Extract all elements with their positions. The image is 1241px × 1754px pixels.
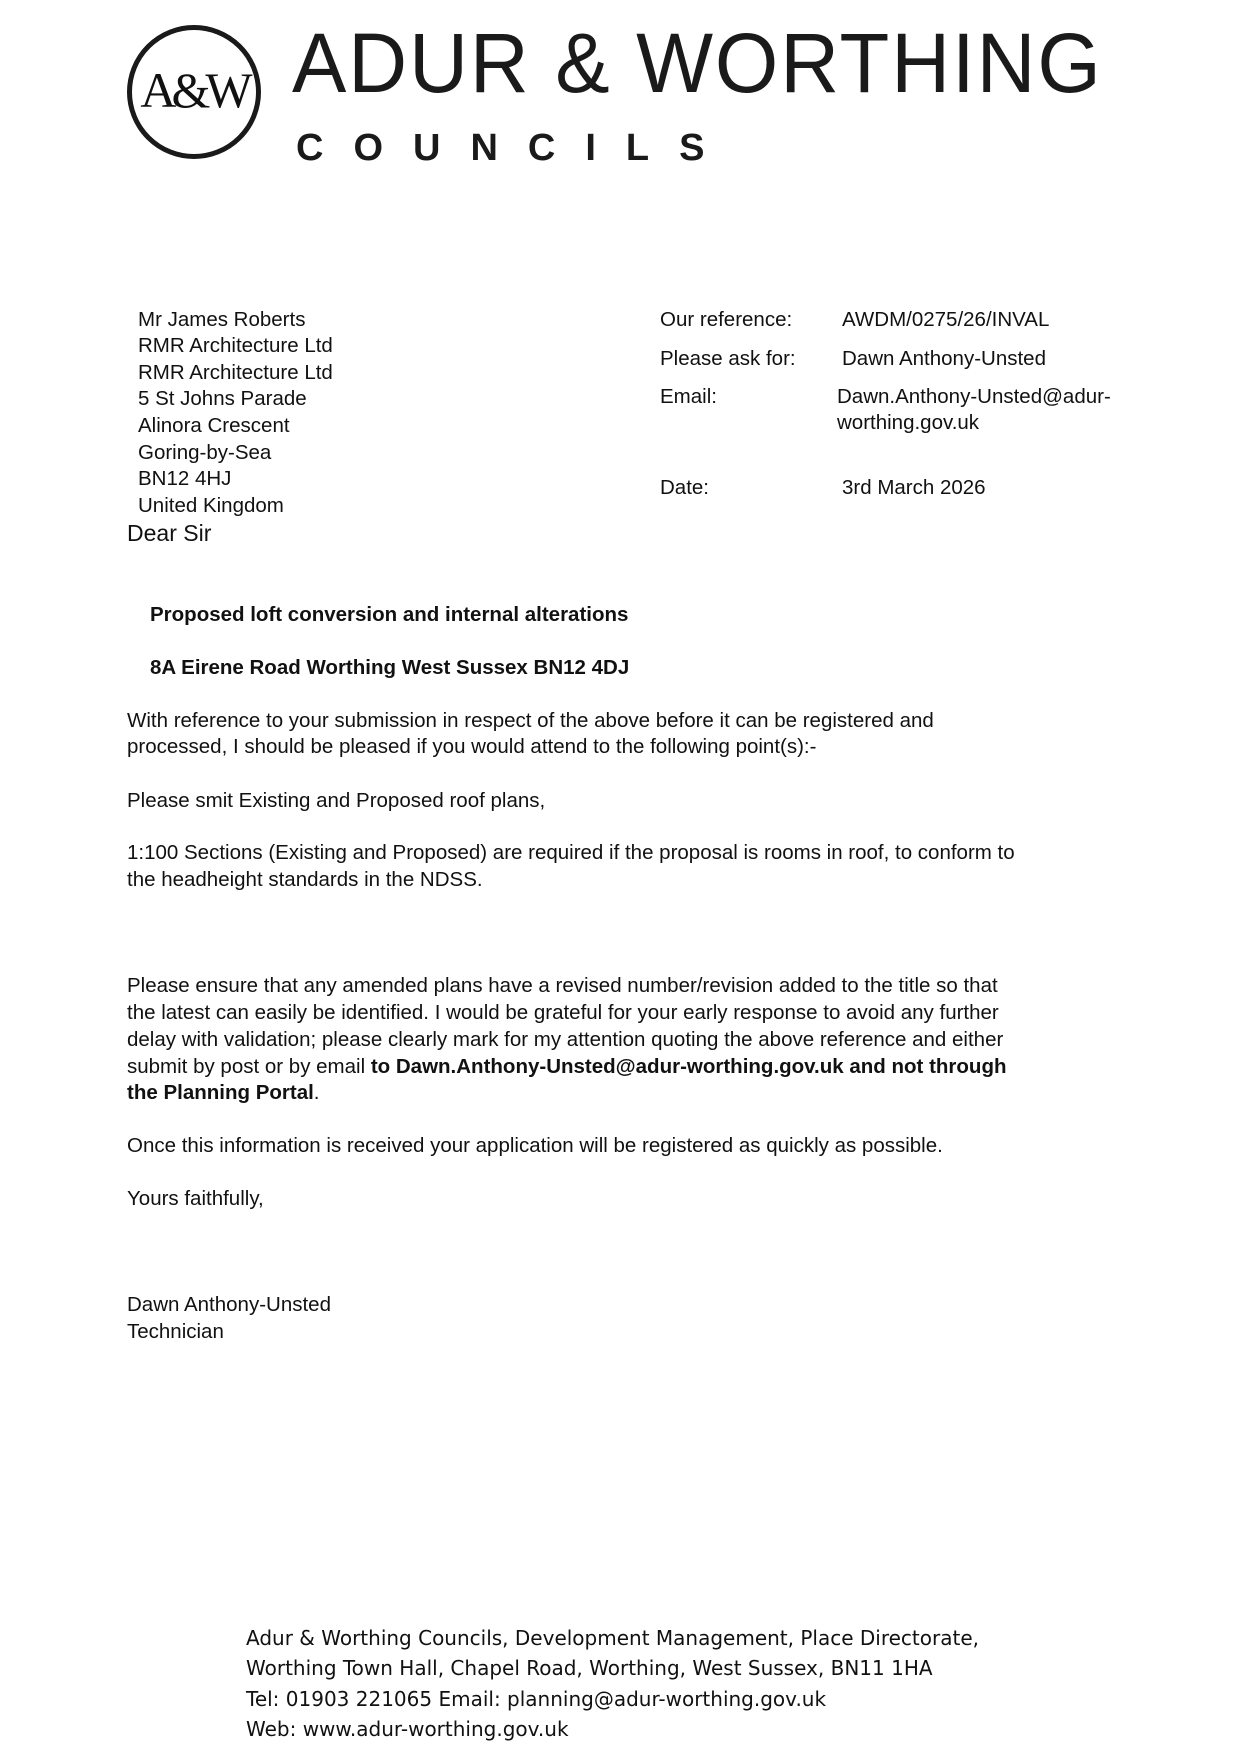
para4-line: the latest can easily be identified. I would be grateful for your early response to avoid any further [127, 1001, 999, 1024]
footer-line: Adur & Worthing Councils, Development Management, Place Directorate, [246, 1626, 979, 1650]
para4-period: . [313, 1081, 320, 1104]
ask-for-value: Dawn Anthony-Unsted [842, 347, 1046, 370]
para3-line: the headheight standards in the NDSS. [127, 868, 483, 891]
ask-for-label: Please ask for: [660, 347, 796, 370]
address-line: Goring-by-Sea [138, 441, 272, 464]
footer-line: Web: www.adur-worthing.gov.uk [246, 1717, 569, 1741]
para2: Please smit Existing and Proposed roof plans, [127, 789, 546, 812]
address-line: RMR Architecture Ltd [138, 361, 333, 384]
para4-line [127, 1054, 1007, 1081]
salutation: Dear Sir [127, 520, 212, 546]
subject-heading: Proposed loft conversion and internal alterations [150, 603, 629, 626]
address-line: United Kingdom [138, 494, 284, 517]
site-address-heading: 8A Eirene Road Worthing West Sussex BN12 4DJ [150, 656, 630, 679]
address-line: BN12 4HJ [138, 467, 232, 490]
para3-line: 1:100 Sections (Existing and Proposed) are required if the proposal is rooms in roof, to conform to [127, 841, 1015, 864]
address-line: 5 St Johns Parade [138, 387, 307, 410]
logo-monogram: A&W [140, 62, 248, 118]
para4-bold: the Planning Portal [127, 1081, 314, 1104]
address-line: Alinora Crescent [138, 414, 290, 437]
email-label: Email: [660, 385, 717, 408]
address-line: RMR Architecture Ltd [138, 334, 333, 357]
para1-line: processed, I should be pleased if you would attend to the following point(s):- [127, 735, 817, 758]
para5: Once this information is received your application will be registered as quickly as possible. [127, 1134, 943, 1157]
signatory-name: Dawn Anthony-Unsted [127, 1293, 331, 1316]
email-value[interactable]: Dawn.Anthony-Unsted@adur- [837, 385, 1111, 408]
closing: Yours faithfully, [127, 1187, 264, 1210]
our-reference-label: Our reference: [660, 308, 793, 331]
brand-title: ADUR & WORTHING [292, 16, 1103, 110]
footer-line: Tel: 01903 221065 Email: planning@adur-worthing.gov.uk [246, 1687, 827, 1711]
signatory-title: Technician [127, 1320, 224, 1343]
para4-line: Please ensure that any amended plans have a revised number/revision added to the title so that [127, 974, 998, 997]
our-reference-value: AWDM/0275/26/INVAL [842, 308, 1050, 331]
brand-subtitle: COUNCILS [296, 127, 735, 169]
para1-line: With reference to your submission in respect of the above before it can be registered and [127, 709, 934, 732]
address-line: Mr James Roberts [138, 308, 306, 331]
para4-plain: submit by post or by email [127, 1055, 371, 1078]
date-label: Date: [660, 476, 709, 499]
para4-bold-email: to Dawn.Anthony-Unsted@adur-worthing.gov.uk and not through [370, 1055, 1007, 1078]
date-value: 3rd March 2026 [842, 476, 986, 499]
footer-line: Worthing Town Hall, Chapel Road, Worthing, West Sussex, BN11 1HA [246, 1656, 933, 1680]
para4-line [127, 1080, 320, 1107]
para4-line: delay with validation; please clearly mark for my attention quoting the above reference and either [127, 1028, 1004, 1051]
email-value-cont[interactable]: worthing.gov.uk [837, 411, 980, 434]
